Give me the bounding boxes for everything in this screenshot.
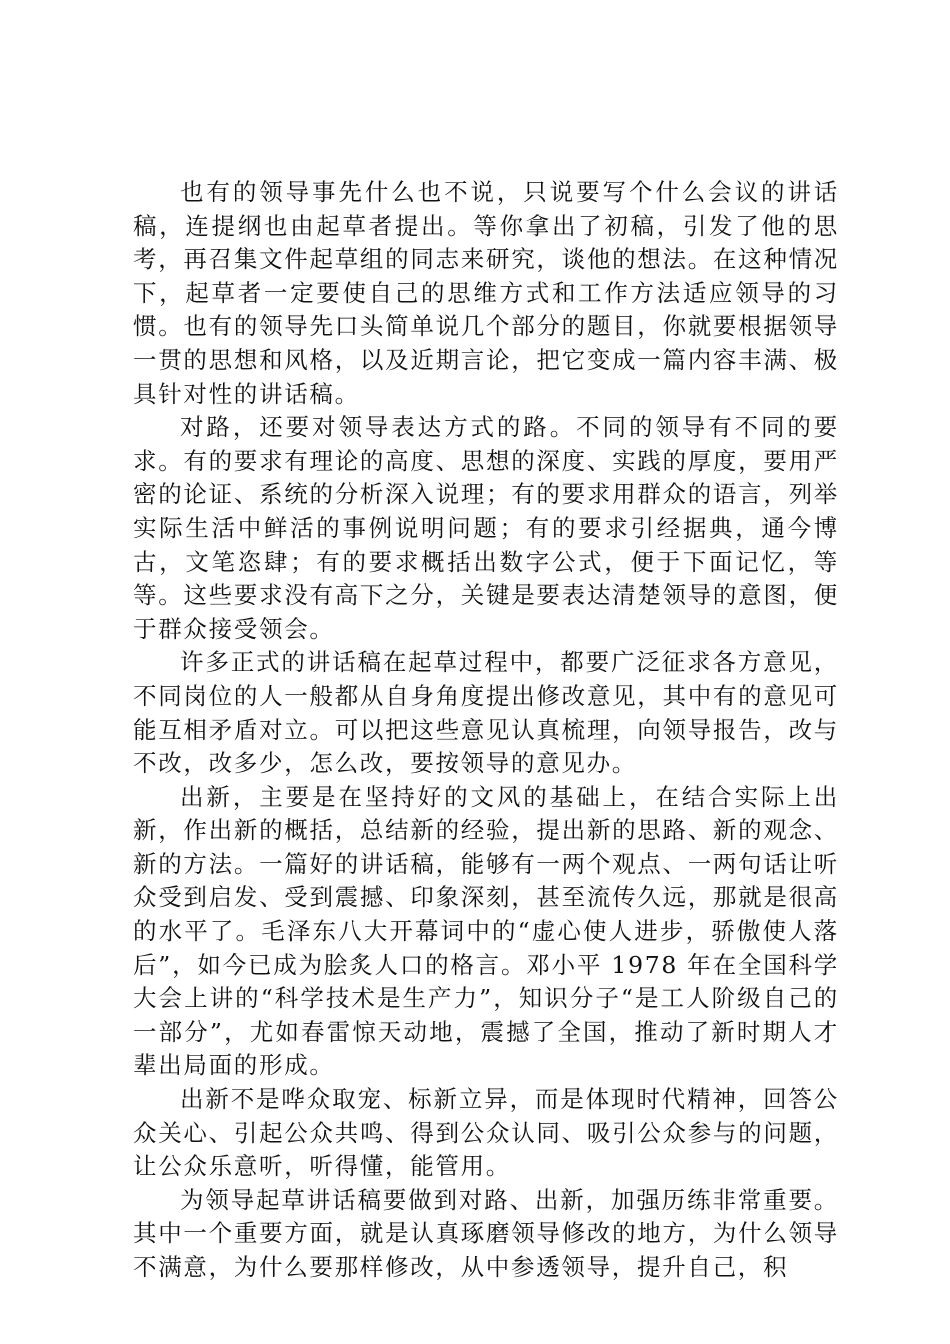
paragraph-1: 也有的领导事先什么也不说，只说要写个什么会议的讲话稿，连提纲也由起草者提出。等你拿出了初稿，引发了他的思考，再召集文件起草组的同志来研究，谈他的想法。在这种情况下，起草者一定要使自己的思维方式和工作方法适应领导的习惯。也有的领导先口头简单说几个部分的题目，你就要根据领导一贯的思想和风格，以及近期言论，把它变成一篇内容丰满、极具针对性的讲话稿。 (133, 178, 839, 408)
paragraph-3: 许多正式的讲话稿在起草过程中，都要广泛征求各方意见，不同岗位的人一般都从自身角度提出修改意见，其中有的意见可能互相矛盾对立。可以把这些意见认真梳理，向领导报告，改与不改，改多少，怎么改，要按领导的意见办。 (133, 648, 839, 778)
paragraph-4: 出新，主要是在坚持好的文风的基础上，在结合实际上出新，作出新的概括，总结新的经验，提出新的思路、新的观念、新的方法。一篇好的讲话稿，能够有一两个观点、一两句话让听众受到启发、受到震撼、印象深刻，甚至流传久远，那就是很高的水平了。毛泽东八大开幕词中的“虚心使人进步，骄傲使人落后”，如今已成为脍炙人口的格言。邓小平 1978 年在全国科学大会上讲的“科学技术是生产力”，知识分子“是工人阶级自己的一部分”，尤如春雷惊天动地，震撼了全国，推动了新时期人才辈出局面的形成。 (133, 782, 839, 1080)
paragraph-6: 为领导起草讲话稿要做到对路、出新，加强历练非常重要。其中一个重要方面，就是认真琢磨领导修改的地方，为什么领导不满意，为什么要那样修改，从中参透领导，提升自己，积 (133, 1185, 839, 1281)
document-body (133, 176, 839, 1285)
paragraph-5: 出新不是哗众取宠、标新立异，而是体现时代精神，回答公众关心、引起公众共鸣、得到公众认同、吸引公众参与的问题，让公众乐意听，听得懂，能管用。 (133, 1085, 839, 1181)
paragraph-2: 对路，还要对领导表达方式的路。不同的领导有不同的要求。有的要求有理论的高度、思想的深度、实践的厚度，要用严密的论证、系统的分析深入说理；有的要求用群众的语言，列举实际生活中鲜活的事例说明问题；有的要求引经据典，通今博古，文笔恣肆；有的要求概括出数字公式，便于下面记忆，等等。这些要求没有高下之分，关键是要表达清楚领导的意图，便于群众接受领会。 (133, 413, 839, 643)
